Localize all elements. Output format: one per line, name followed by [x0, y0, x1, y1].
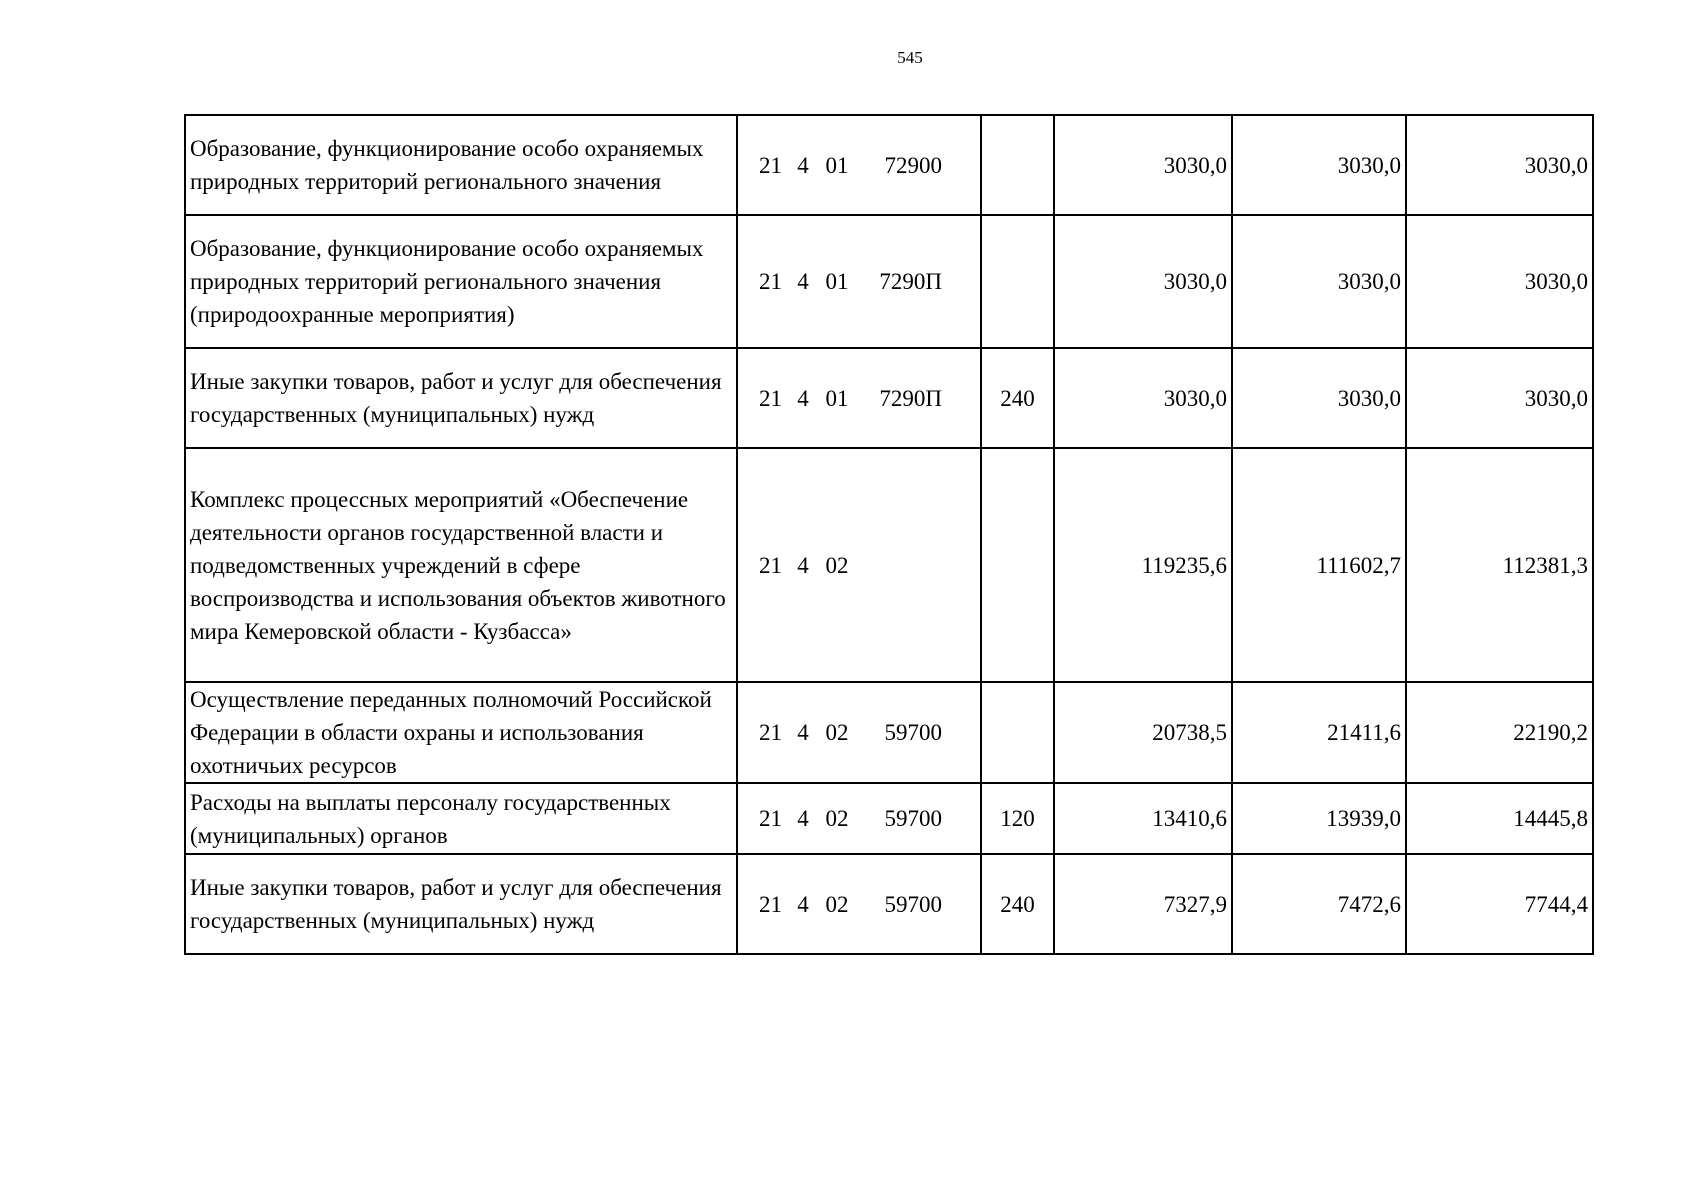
- expense-type-code: [981, 115, 1054, 215]
- amount-year-1: 3030,0: [1054, 215, 1232, 348]
- table-row: [185, 448, 1593, 682]
- row-name: Осуществление переданных полномочий Российской Федерации в области охраны и использования охотничьих ресурсов: [185, 682, 737, 783]
- expense-type-code: [981, 682, 1054, 783]
- direction-code: 7290П: [879, 269, 942, 294]
- direction-code: 59700: [884, 891, 942, 917]
- direction-code: 59700: [884, 720, 942, 745]
- target-article-code: [737, 115, 981, 215]
- program-code: 21: [759, 269, 782, 294]
- subprogram-code: 4: [797, 269, 809, 294]
- amount-year-2: 21411,6: [1232, 682, 1406, 783]
- target-article-code: [737, 348, 981, 448]
- program-code: 21: [759, 552, 782, 578]
- main-activity-code: 01: [825, 152, 849, 178]
- expense-type-code: 120: [981, 783, 1054, 854]
- row-name: Образование, функционирование особо охраняемых природных территорий регионального значения (природоохранные мероприятия): [185, 215, 737, 348]
- budget-table: [184, 114, 1594, 955]
- main-activity-code: 01: [825, 269, 849, 294]
- amount-year-3: 3030,0: [1406, 348, 1593, 448]
- target-article-code: [737, 448, 981, 682]
- row-name: Образование, функционирование особо охраняемых природных территорий регионального значения: [185, 115, 737, 215]
- amount-year-1: 13410,6: [1054, 783, 1232, 854]
- main-activity-code: 02: [825, 891, 849, 917]
- main-activity-code: 01: [825, 385, 849, 411]
- amount-year-3: 14445,8: [1406, 783, 1593, 854]
- budget-table-body: [185, 115, 1593, 954]
- program-code: 21: [759, 152, 782, 178]
- program-code: 21: [759, 720, 782, 745]
- main-activity-code: 02: [825, 720, 849, 745]
- expense-type-code: [981, 215, 1054, 348]
- target-article-code: [737, 854, 981, 954]
- amount-year-3: 112381,3: [1406, 448, 1593, 682]
- amount-year-3: 3030,0: [1406, 115, 1593, 215]
- amount-year-2: 13939,0: [1232, 783, 1406, 854]
- main-activity-code: 02: [825, 552, 849, 578]
- subprogram-code: 4: [797, 806, 809, 831]
- target-article-code: [737, 783, 981, 854]
- program-code: 21: [759, 385, 782, 411]
- amount-year-2: 3030,0: [1232, 115, 1406, 215]
- amount-year-2: 3030,0: [1232, 215, 1406, 348]
- direction-code: 72900: [884, 152, 942, 178]
- row-name: Иные закупки товаров, работ и услуг для обеспечения государственных (муниципальных) нужд: [185, 348, 737, 448]
- amount-year-1: 3030,0: [1054, 115, 1232, 215]
- amount-year-3: 7744,4: [1406, 854, 1593, 954]
- direction-code: 7290П: [879, 385, 942, 411]
- subprogram-code: 4: [797, 552, 809, 578]
- amount-year-1: 20738,5: [1054, 682, 1232, 783]
- direction-code: 59700: [884, 806, 942, 831]
- page-number: 545: [897, 48, 923, 67]
- row-name: Расходы на выплаты персоналу государственных (муниципальных) органов: [185, 783, 737, 854]
- subprogram-code: 4: [797, 720, 809, 745]
- amount-year-1: 119235,6: [1054, 448, 1232, 682]
- amount-year-2: 7472,6: [1232, 854, 1406, 954]
- table-row: [185, 783, 1593, 854]
- expense-type-code: [981, 448, 1054, 682]
- table-row: [185, 682, 1593, 783]
- amount-year-2: 3030,0: [1232, 348, 1406, 448]
- table-row: [185, 215, 1593, 348]
- subprogram-code: 4: [797, 891, 809, 917]
- program-code: 21: [759, 806, 782, 831]
- target-article-code: [737, 215, 981, 348]
- subprogram-code: 4: [797, 152, 809, 178]
- row-name: Иные закупки товаров, работ и услуг для обеспечения государственных (муниципальных) нужд: [185, 854, 737, 954]
- expense-type-code: 240: [981, 348, 1054, 448]
- amount-year-3: 3030,0: [1406, 215, 1593, 348]
- program-code: 21: [759, 891, 782, 917]
- expense-type-code: 240: [981, 854, 1054, 954]
- table-row: [185, 854, 1593, 954]
- amount-year-2: 111602,7: [1232, 448, 1406, 682]
- subprogram-code: 4: [797, 385, 809, 411]
- amount-year-3: 22190,2: [1406, 682, 1593, 783]
- amount-year-1: 7327,9: [1054, 854, 1232, 954]
- amount-year-1: 3030,0: [1054, 348, 1232, 448]
- row-name: Комплекс процессных мероприятий «Обеспечение деятельности органов государственной власти и подведомственных учреждений в сфере воспроизводства и использования объектов животного мира Кемеровской области - Кузбасса»: [185, 448, 737, 682]
- target-article-code: [737, 682, 981, 783]
- table-row: [185, 115, 1593, 215]
- table-row: [185, 348, 1593, 448]
- main-activity-code: 02: [825, 806, 849, 831]
